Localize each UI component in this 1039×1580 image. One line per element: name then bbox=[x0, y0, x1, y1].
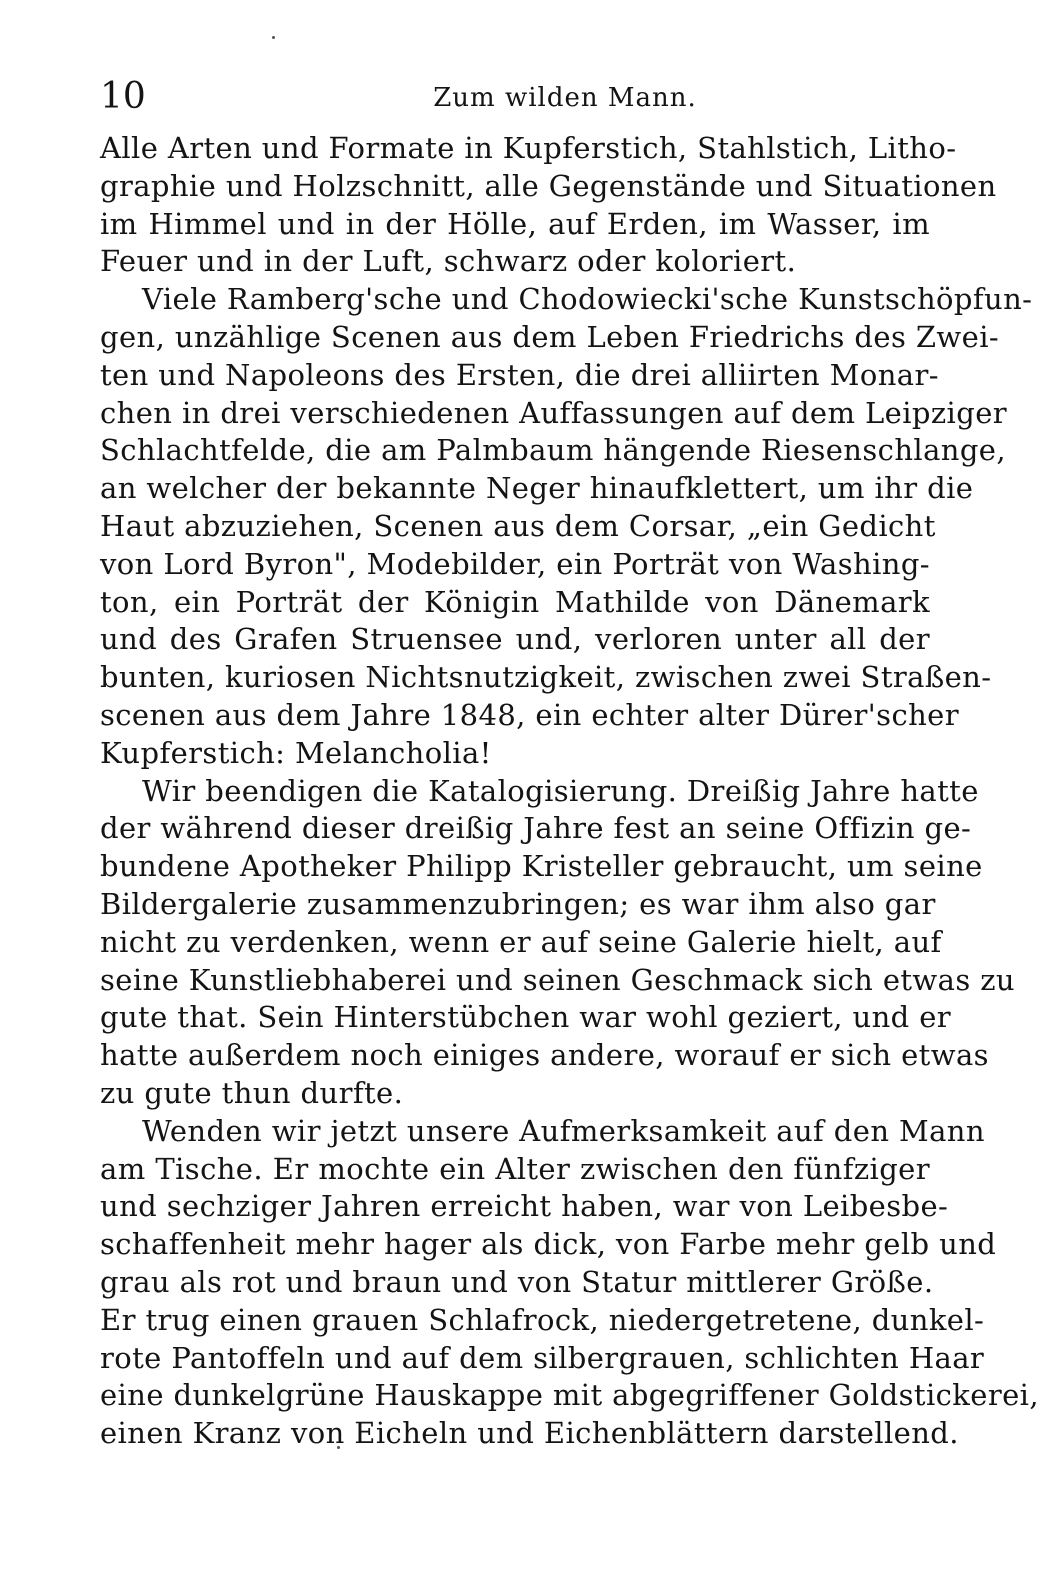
text-line: Kupferstich: Melancholia! bbox=[100, 735, 492, 770]
text-line: Haut abzuziehen, Scenen aus dem Corsar, „ein Gedicht bbox=[100, 508, 936, 543]
text-line: Er trug einen grauen Schlafrock, niedergetretene, dunkel- bbox=[100, 1302, 985, 1337]
text-line: ton, ein Porträt der Königin Mathilde von Dänemark bbox=[100, 584, 930, 619]
text-line: bundene Apotheker Philipp Kristeller gebraucht, um seine bbox=[100, 849, 983, 884]
text-line: bunten, kuriosen Nichtsnutzigkeit, zwischen zwei Straßen- bbox=[100, 660, 992, 695]
text-line: an welcher der bekannte Neger hinaufklettert, um ihr die bbox=[100, 471, 974, 506]
text-line: chen in drei verschiedenen Auffassungen auf dem Leipziger bbox=[100, 395, 1008, 430]
text-line: von Lord Byron", Modebilder, ein Porträt von Washing- bbox=[100, 546, 930, 581]
text-line: nicht zu verdenken, wenn er auf seine Galerie hielt, auf bbox=[100, 924, 942, 959]
text-line: und sechziger Jahren erreicht haben, war von Leibesbe- bbox=[100, 1189, 949, 1224]
text-line: Viele Ramberg'sche und Chodowiecki'sche Kunstschöpfun- bbox=[142, 282, 1033, 317]
paragraph bbox=[100, 130, 997, 281]
paragraph bbox=[100, 281, 1033, 772]
text-line: schaffenheit mehr hager als dick, von Farbe mehr gelb und bbox=[100, 1227, 997, 1262]
text-line: Wir beendigen die Katalogisierung. Dreißig Jahre hatte bbox=[142, 773, 979, 808]
paragraph bbox=[100, 1113, 1039, 1453]
text-line: einen Kranz von Eicheln und Eichenblättern darstellend. bbox=[100, 1416, 959, 1451]
text-line: graphie und Holzschnitt, alle Gegenstände und Situationen bbox=[100, 168, 997, 203]
text-line: gute that. Sein Hinterstübchen war wohl geziert, und er bbox=[100, 1000, 952, 1035]
body-text bbox=[100, 130, 1039, 1453]
text-line: am Tische. Er mochte ein Alter zwischen den fünfziger bbox=[100, 1151, 930, 1186]
text-line: grau als rot und braun und von Statur mittlerer Größe. bbox=[100, 1264, 934, 1299]
text-line: gen, unzählige Scenen aus dem Leben Friedrichs des Zwei- bbox=[100, 319, 1000, 354]
text-line: Wenden wir jetzt unsere Aufmerksamkeit auf den Mann bbox=[142, 1113, 985, 1148]
running-title: Zum wilden Mann. bbox=[433, 83, 697, 113]
page-header bbox=[100, 72, 930, 122]
page-number: 10 bbox=[100, 76, 146, 117]
text-line: Feuer und in der Luft, schwarz oder koloriert. bbox=[100, 244, 797, 279]
text-line: scenen aus dem Jahre 1848, ein echter alter Dürer'scher bbox=[100, 697, 959, 732]
text-line: zu gute thun durfte. bbox=[100, 1075, 404, 1110]
text-line: Schlachtfelde, die am Palmbaum hängende Riesenschlange, bbox=[100, 433, 1006, 468]
text-line: der während dieser dreißig Jahre fest an seine Offizin ge- bbox=[100, 811, 972, 846]
text-line: seine Kunstliebhaberei und seinen Geschmack sich etwas zu bbox=[100, 962, 1016, 997]
text-line: Alle Arten und Formate in Kupferstich, Stahlstich, Litho- bbox=[100, 131, 957, 165]
text-line: hatte außerdem noch einiges andere, worauf er sich etwas bbox=[100, 1038, 989, 1073]
print-speck bbox=[272, 36, 275, 39]
paragraph bbox=[100, 773, 1016, 1113]
text-line: im Himmel und in der Hölle, auf Erden, im Wasser, im bbox=[100, 206, 930, 241]
text-line: Bildergalerie zusammenzubringen; es war ihm also gar bbox=[100, 886, 936, 921]
text-line: eine dunkelgrüne Hauskappe mit abgegriffener Goldstickerei, bbox=[100, 1378, 1039, 1413]
text-line: ten und Napoleons des Ersten, die drei alliirten Monar- bbox=[100, 357, 939, 392]
text-line: und des Grafen Struensee und, verloren unter all der bbox=[100, 622, 930, 657]
text-line: rote Pantoffeln und auf dem silbergrauen, schlichten Haar bbox=[100, 1340, 985, 1375]
